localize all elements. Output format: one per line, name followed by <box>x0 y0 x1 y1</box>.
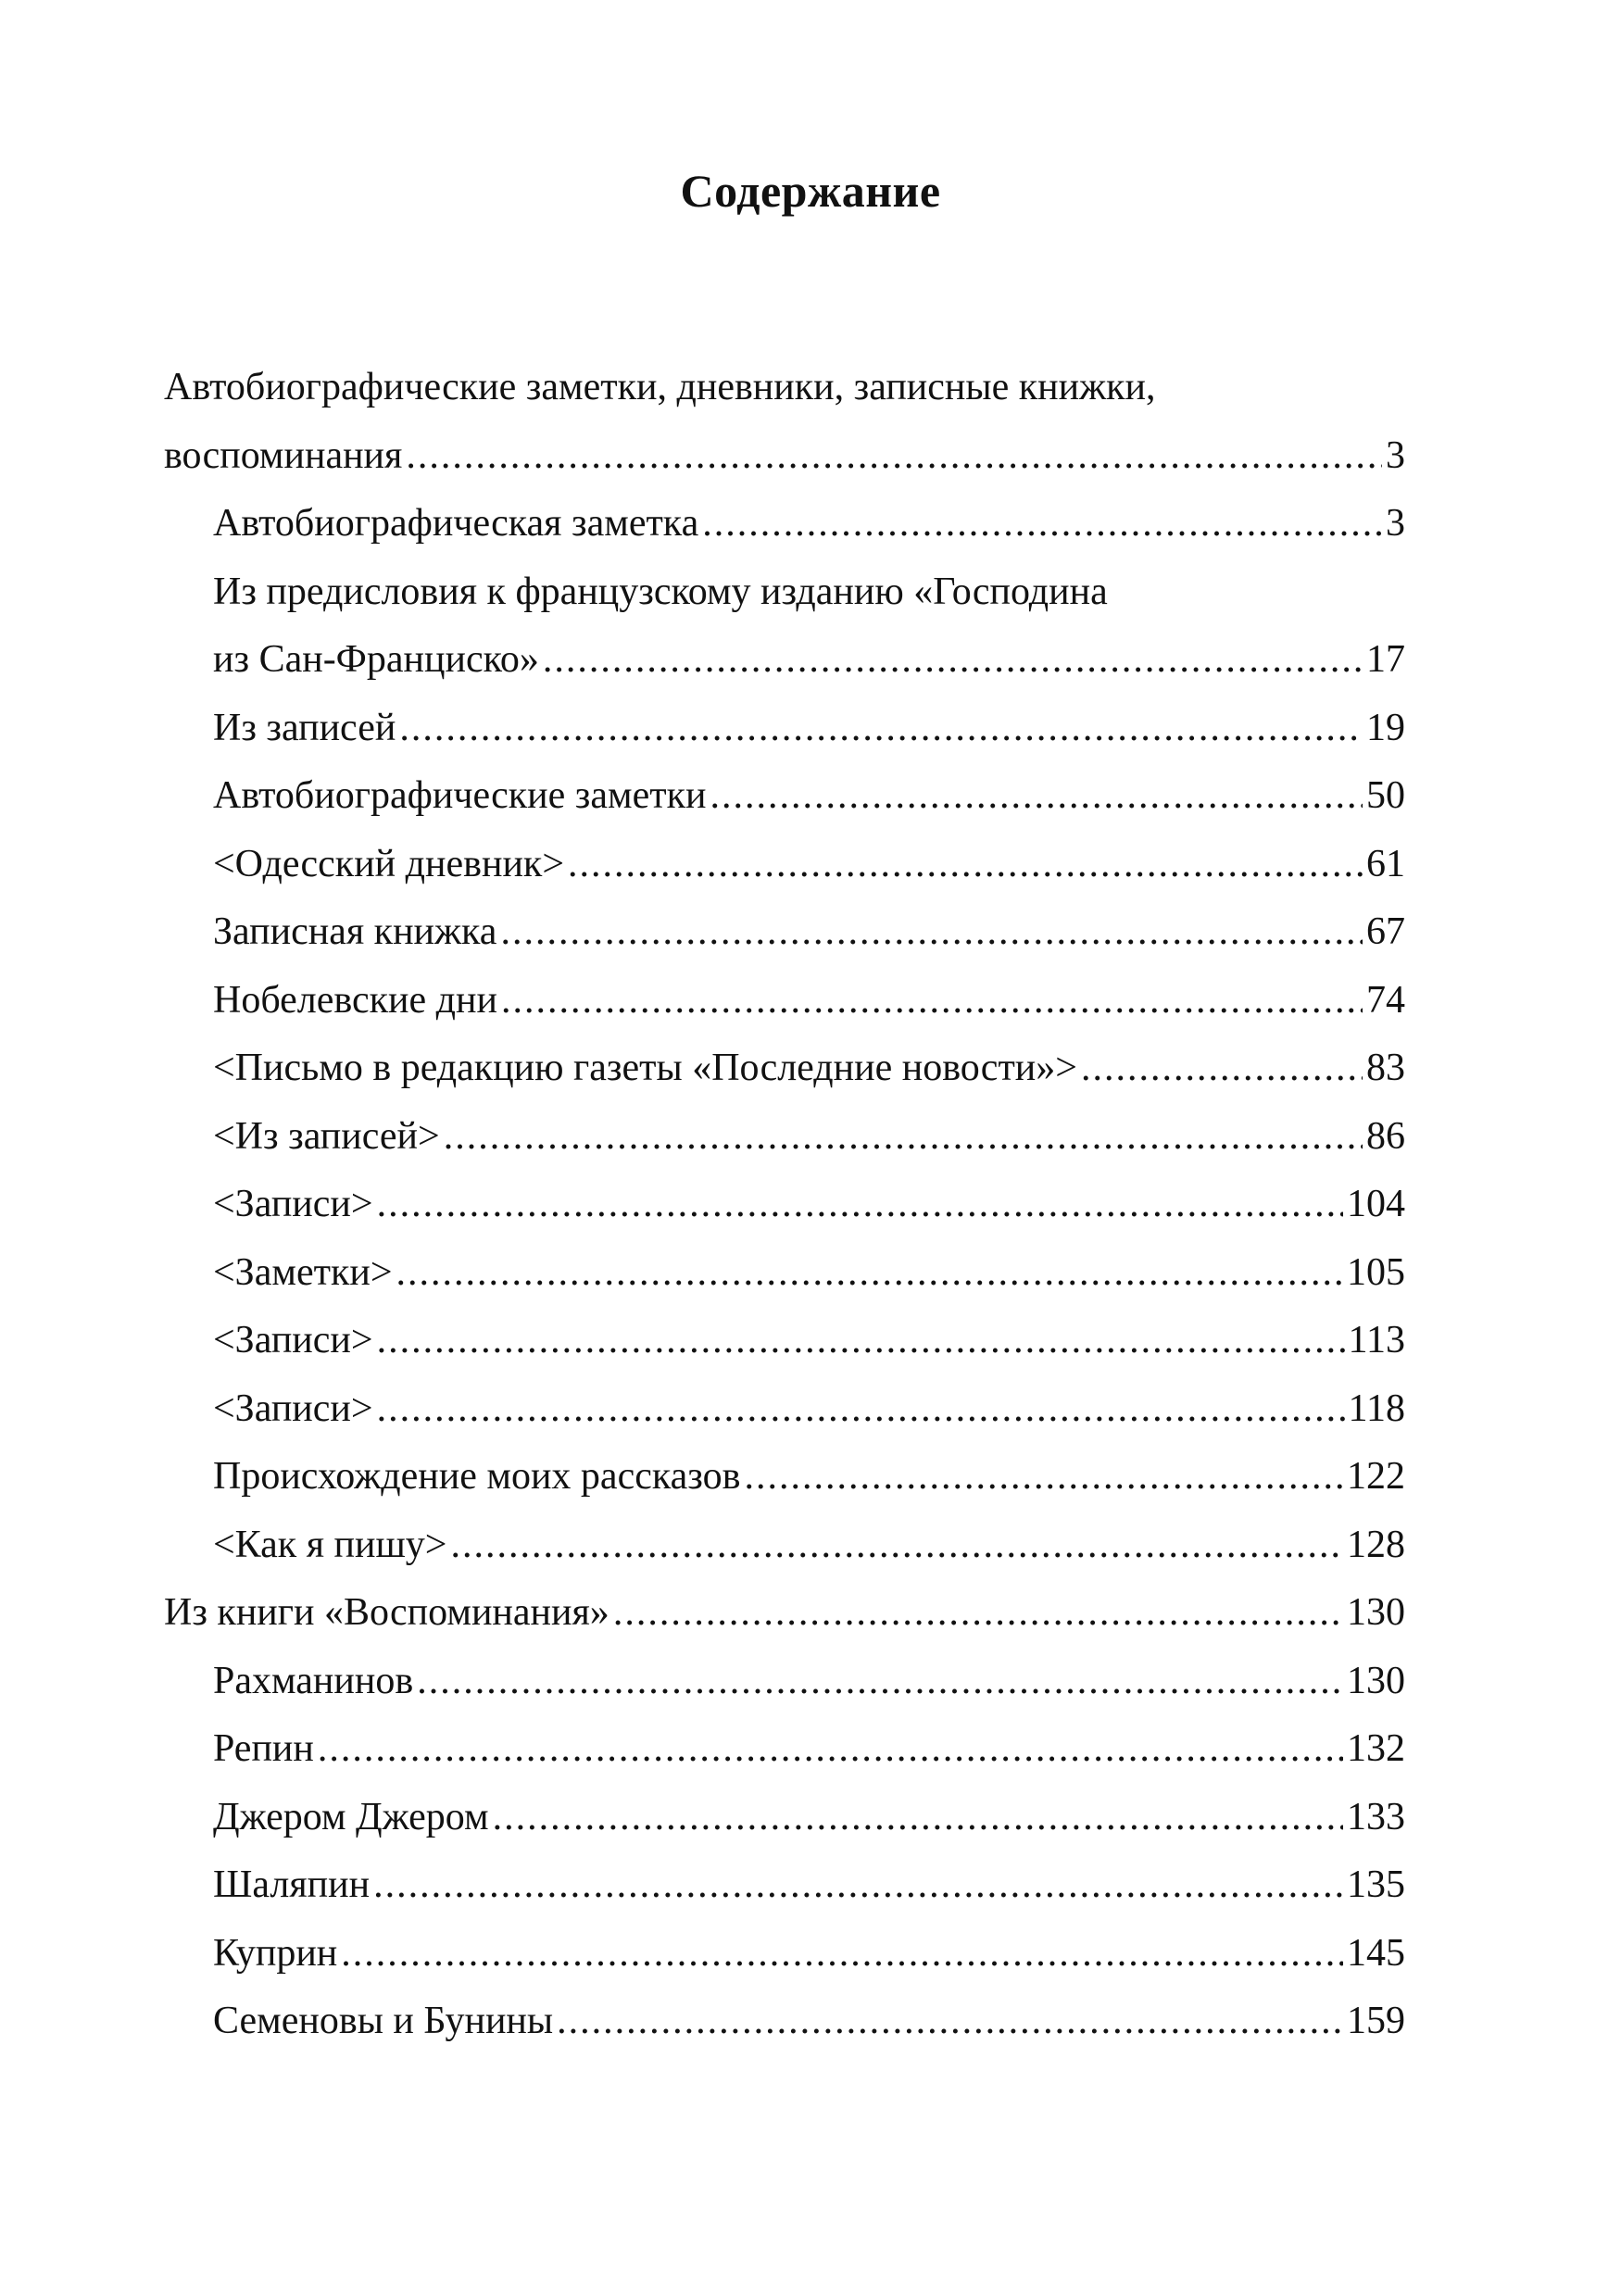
toc-entry[interactable] <box>164 1171 1405 1239</box>
toc-page-number: 132 <box>1347 1727 1405 1770</box>
toc-entry-title: <Записи> <box>213 1386 373 1430</box>
toc-entry[interactable] <box>164 558 1405 695</box>
toc-entry-title: Автобиографическая заметка <box>213 502 699 545</box>
page-title: Содержание <box>680 165 941 217</box>
toc-entry-line <box>213 1171 1405 1239</box>
toc-entry[interactable] <box>164 1035 1405 1103</box>
toc-section-entry[interactable] <box>164 354 1405 490</box>
toc-entry-line <box>213 831 1405 899</box>
dot-leader <box>318 1715 1343 1784</box>
toc-entry-title: Рахманинов <box>213 1659 414 1702</box>
toc-entry-line <box>213 626 1405 695</box>
dot-leader <box>373 1851 1343 1920</box>
toc-entry-title: Джером Джером <box>213 1795 489 1838</box>
dot-leader <box>377 1171 1343 1239</box>
dot-leader <box>500 898 1363 967</box>
toc-entry-title-line: Автобиографические заметки, дневники, записные книжки, <box>164 366 1156 408</box>
table-of-contents <box>164 354 1405 2056</box>
toc-entry-line <box>164 1579 1405 1648</box>
toc-entry-line <box>213 898 1405 967</box>
toc-page-number: 67 <box>1366 910 1405 953</box>
toc-entry[interactable] <box>164 898 1405 967</box>
toc-page-number: 122 <box>1347 1455 1405 1498</box>
toc-entry-title: Куприн <box>213 1931 338 1975</box>
toc-entry-line <box>213 1851 1405 1920</box>
dot-leader <box>451 1512 1344 1580</box>
toc-page-number: 17 <box>1366 638 1405 681</box>
toc-entry[interactable] <box>164 1307 1405 1375</box>
toc-entry-title: Записная книжка <box>213 910 497 953</box>
toc-page-number: 105 <box>1347 1250 1405 1294</box>
dot-leader <box>501 967 1363 1035</box>
toc-page-number: 50 <box>1366 774 1405 817</box>
toc-entry-title: <Одесский дневник> <box>213 842 565 885</box>
toc-entry-line <box>213 1715 1405 1784</box>
toc-page-number: 145 <box>1347 1931 1405 1975</box>
toc-entry[interactable] <box>164 1443 1405 1512</box>
dot-leader <box>406 422 1382 491</box>
toc-entry-title: <Из записей> <box>213 1114 440 1158</box>
dot-leader <box>396 1239 1343 1308</box>
toc-page-number: 3 <box>1386 433 1405 477</box>
toc-page-number: 133 <box>1347 1795 1405 1838</box>
toc-page-number: 159 <box>1347 2000 1405 2042</box>
toc-entry-title: <Как я пишу> <box>213 1523 447 1566</box>
toc-entry[interactable] <box>164 1239 1405 1308</box>
dot-leader <box>377 1307 1345 1375</box>
toc-entry-title: <Записи> <box>213 1183 373 1225</box>
toc-page-number: 86 <box>1366 1114 1405 1158</box>
toc-entry-title: Нобелевские дни <box>213 978 497 1022</box>
toc-page-number: 130 <box>1347 1659 1405 1702</box>
toc-entry-line <box>213 1239 1405 1308</box>
dot-leader <box>557 1988 1343 2056</box>
toc-page-number: 19 <box>1366 706 1405 749</box>
dot-leader <box>702 490 1382 558</box>
dot-leader <box>744 1443 1343 1512</box>
toc-entry-line <box>213 695 1405 763</box>
toc-entry-line <box>213 967 1405 1035</box>
toc-entry-title: Автобиографические заметки <box>213 774 707 817</box>
toc-entry[interactable] <box>164 831 1405 899</box>
toc-entry[interactable] <box>164 967 1405 1035</box>
dot-leader <box>710 762 1363 831</box>
dot-leader <box>399 695 1363 763</box>
toc-page-number: 135 <box>1347 1863 1405 1906</box>
toc-page-number: 128 <box>1347 1523 1405 1566</box>
toc-page-number: 130 <box>1347 1591 1405 1634</box>
toc-entry-line <box>213 1307 1405 1375</box>
toc-entry-title: из Сан-Франциско» <box>213 638 539 681</box>
toc-entry-title: <Письмо в редакцию газеты «Последние новости»> <box>213 1047 1077 1089</box>
toc-entry-title: Из книги «Воспоминания» <box>164 1591 609 1634</box>
dot-leader <box>493 1784 1343 1852</box>
toc-entry-title-line: Из предисловия к французскому изданию «Господина <box>213 570 1108 613</box>
toc-entry-line <box>213 1988 1405 2056</box>
dot-leader <box>341 1920 1343 1989</box>
toc-entry[interactable] <box>164 1375 1405 1444</box>
dot-leader <box>1081 1035 1363 1103</box>
toc-entry-title: <Записи> <box>213 1319 373 1361</box>
dot-leader <box>568 831 1363 899</box>
toc-section-entry[interactable] <box>164 1579 1405 1648</box>
toc-entry[interactable] <box>164 1784 1405 1852</box>
toc-entry-line <box>213 1512 1405 1580</box>
dot-leader <box>543 626 1363 695</box>
toc-entry[interactable] <box>164 1715 1405 1784</box>
toc-entry-line <box>213 762 1405 831</box>
toc-entry-line <box>213 1784 1405 1852</box>
toc-page-number: 118 <box>1348 1386 1405 1430</box>
toc-entry[interactable] <box>164 1851 1405 1920</box>
toc-entry-title: Происхождение моих рассказов <box>213 1455 741 1498</box>
dot-leader <box>444 1103 1363 1172</box>
toc-entry-line <box>213 1648 1405 1716</box>
toc-entry-line <box>213 1920 1405 1989</box>
toc-entry[interactable] <box>164 1988 1405 2056</box>
dot-leader <box>377 1375 1345 1444</box>
toc-entry-line <box>164 422 1405 491</box>
toc-entry-title: Семеновы и Бунины <box>213 2000 554 2042</box>
toc-entry-line <box>213 1035 1405 1103</box>
toc-entry-line <box>213 490 1405 558</box>
toc-entry-line <box>213 1443 1405 1512</box>
toc-page-number: 74 <box>1366 978 1405 1022</box>
toc-entry[interactable] <box>164 1648 1405 1716</box>
toc-entry[interactable] <box>164 695 1405 763</box>
toc-entry-line <box>213 1103 1405 1172</box>
toc-entry[interactable] <box>164 762 1405 831</box>
toc-entry-title: <Заметки> <box>213 1250 393 1294</box>
toc-entry-title: Шаляпин <box>213 1863 371 1906</box>
toc-entry-title: воспоминания <box>164 433 403 477</box>
toc-entry[interactable] <box>164 1512 1405 1580</box>
toc-entry[interactable] <box>164 1920 1405 1989</box>
toc-page-number: 3 <box>1386 502 1405 545</box>
toc-entry-line <box>213 1375 1405 1444</box>
toc-page-number: 113 <box>1348 1319 1405 1361</box>
dot-leader <box>613 1579 1343 1648</box>
toc-page-number: 83 <box>1366 1047 1405 1089</box>
toc-entry[interactable] <box>164 490 1405 558</box>
toc-entry[interactable] <box>164 1103 1405 1172</box>
toc-page-number: 104 <box>1347 1183 1405 1225</box>
toc-page-number: 61 <box>1366 842 1405 885</box>
toc-entry-title: Из записей <box>213 706 396 749</box>
toc-entry-title: Репин <box>213 1727 314 1770</box>
dot-leader <box>417 1648 1343 1716</box>
